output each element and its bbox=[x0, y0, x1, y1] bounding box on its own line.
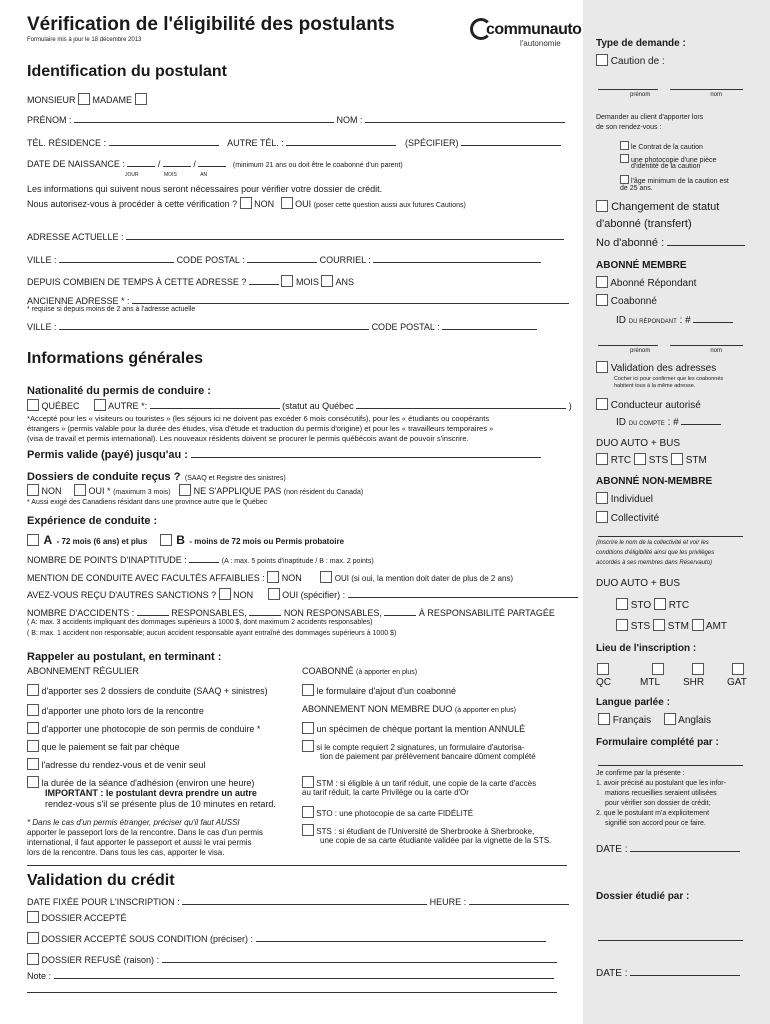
no-abonne-field[interactable] bbox=[667, 236, 745, 246]
accidents-nonresp-field[interactable] bbox=[249, 606, 281, 616]
contrat-label: le Contrat de la caution bbox=[630, 144, 703, 151]
sanctions-oui-checkbox[interactable] bbox=[268, 588, 280, 600]
sanctions-field[interactable] bbox=[348, 588, 578, 598]
etudie-field[interactable] bbox=[598, 940, 743, 941]
demander-text: Demander au client d'apporter lors bbox=[596, 114, 704, 121]
dossiers-label: Dossiers de conduite reçus ? bbox=[27, 471, 181, 483]
changement-checkbox[interactable] bbox=[596, 200, 608, 212]
exp-b-checkbox[interactable] bbox=[160, 534, 172, 546]
validation-note-1: Cocher ici pour confirmer que les coabonnés bbox=[614, 376, 724, 382]
autre-label: AUTRE *: bbox=[108, 401, 148, 411]
gat-label: GAT bbox=[727, 677, 747, 688]
footnote-4: lors de la rencontre. Dans tous les cas, apporter le visa. bbox=[27, 848, 225, 857]
footnote-1: * Dans le cas d'un permis étranger, préciser qu'il faut AUSSI bbox=[27, 818, 240, 827]
accept-line-1: *Accepté pour les « visiteurs ou touristes » (les séjours ici ne doivent pas excéder 6 mois consécutifs), pour les « étudiants ou coopérants bbox=[27, 414, 490, 423]
dob-label: DATE DE NAISSANCE : bbox=[27, 159, 125, 169]
refuse-field[interactable] bbox=[162, 953, 557, 963]
accidents-label: NOMBRE D'ACCIDENTS : bbox=[27, 608, 135, 618]
mois-label: MOIS bbox=[164, 172, 177, 178]
exp-b-label: B bbox=[176, 533, 185, 547]
accidents-partagee-field[interactable] bbox=[384, 606, 416, 616]
caution-label: Caution de : bbox=[610, 56, 665, 67]
mention-oui-checkbox[interactable] bbox=[320, 571, 332, 583]
dossiers-non-checkbox[interactable] bbox=[27, 484, 39, 496]
condition-checkbox[interactable] bbox=[27, 932, 39, 944]
sts-checkbox[interactable] bbox=[634, 453, 646, 465]
depuis-field[interactable] bbox=[249, 275, 279, 285]
madame-checkbox[interactable] bbox=[135, 93, 147, 105]
accidents-a-note: ( A: max. 3 accidents impliquant des dommages supérieurs à 1000 $, dont maximum 2 accidents responsables) bbox=[27, 619, 373, 626]
confirme-text: Je confirme par la présente : bbox=[596, 770, 685, 777]
repondant-checkbox[interactable] bbox=[596, 276, 608, 288]
ans-checkbox[interactable] bbox=[321, 275, 333, 287]
duo1-title: DUO AUTO + BUS bbox=[596, 438, 681, 449]
anglais-checkbox[interactable] bbox=[664, 713, 676, 725]
age-label-a: l'âge minimum de la caution est bbox=[630, 178, 729, 185]
id-repondant-label: ID bbox=[616, 315, 626, 326]
piece-label-a: une photocopie d'une pièce bbox=[630, 157, 717, 164]
stm-label: STM bbox=[685, 455, 707, 466]
permis-valide-field[interactable] bbox=[191, 448, 541, 458]
ne-s-applique-label: NE S'APPLIQUE PAS bbox=[193, 486, 282, 496]
adresse-field[interactable] bbox=[126, 230, 564, 240]
r1-label: d'apporter ses 2 dossiers de conduite (SAAQ + sinistres) bbox=[41, 686, 268, 696]
confirme-1b: mations recueillies seraient utilisées bbox=[605, 790, 717, 797]
rtc-checkbox[interactable] bbox=[596, 453, 608, 465]
accidents-b-note: ( B: max. 1 accident non responsable; aucun accident responsable ayant entraîné des dommages supérieurs à 1000 $) bbox=[27, 630, 397, 637]
code-postal2-field[interactable] bbox=[442, 320, 537, 330]
ancienne-adresse-field[interactable] bbox=[132, 294, 569, 304]
code-postal-field[interactable] bbox=[247, 253, 317, 263]
dossiers-note: (SAAQ et Registre des sinistres) bbox=[184, 475, 286, 482]
coab-nom-label: nom bbox=[710, 348, 723, 354]
statut-label: (statut au Québec bbox=[282, 401, 354, 411]
complete-title: Formulaire complété par : bbox=[596, 737, 719, 748]
section-info-generales: Informations générales bbox=[27, 350, 204, 367]
accepte-label: DOSSIER ACCEPTÉ bbox=[41, 913, 127, 923]
amt-label: AMT bbox=[705, 621, 728, 632]
francais-checkbox[interactable] bbox=[598, 713, 610, 725]
r3-label: d'apporter une photocopie de son permis de conduire * bbox=[41, 724, 261, 734]
points-note: (A : max. 5 points d'inaptitude / B : max. 2 points) bbox=[221, 558, 374, 565]
accidents-resp-field[interactable] bbox=[137, 606, 169, 616]
id-repondant-label-2: DU RÉPONDANT bbox=[628, 319, 677, 325]
individuel-checkbox[interactable] bbox=[596, 492, 608, 504]
madame-label: MADAME bbox=[92, 95, 133, 105]
qc-label: QC bbox=[596, 677, 611, 688]
refuse-checkbox[interactable] bbox=[27, 953, 39, 965]
footnote-3: international, il faut apporter le passeport et aussi le vrai permis bbox=[27, 838, 252, 847]
id-compte-field[interactable] bbox=[681, 415, 721, 425]
piece-label-b: d'identité de la caution bbox=[631, 163, 701, 170]
dossiers-oui-checkbox[interactable] bbox=[74, 484, 86, 496]
caution-prenom-label: prénom bbox=[630, 92, 651, 98]
section-credit: Validation du crédit bbox=[27, 872, 175, 889]
r1-checkbox[interactable] bbox=[27, 684, 39, 696]
collectivite-checkbox[interactable] bbox=[596, 511, 608, 523]
heure-label: HEURE : bbox=[429, 897, 467, 907]
note-label: Note : bbox=[27, 971, 52, 981]
n4-checkbox[interactable] bbox=[302, 806, 314, 818]
autorisation-question: Nous autorisez-vous à procéder à cette vérification ? bbox=[27, 199, 238, 209]
r2-checkbox[interactable] bbox=[27, 704, 39, 716]
rappel-title: Rappeler au postulant, en terminant : bbox=[27, 651, 222, 663]
nationalite-title: Nationalité du permis de conduire : bbox=[27, 385, 211, 397]
abonne-membre-title: ABONNÉ MEMBRE bbox=[596, 260, 687, 271]
autre-field[interactable] bbox=[150, 399, 280, 409]
depuis-label: DEPUIS COMBIEN DE TEMPS À CETTE ADRESSE ? bbox=[27, 277, 247, 287]
stm2-label: STM bbox=[667, 621, 689, 632]
caution-checkbox[interactable] bbox=[596, 54, 608, 66]
nonmembre-duo-label: ABONNEMENT NON MEMBRE DUO bbox=[302, 704, 453, 714]
complete-field[interactable] bbox=[598, 765, 743, 766]
courriel-field[interactable] bbox=[373, 253, 541, 263]
aussi-exige: * Aussi exigé des Canadiens résidant dans une province autre que le Québec bbox=[27, 499, 268, 506]
ville-field[interactable] bbox=[59, 253, 174, 263]
tel-residence-label: TÉL. RÉSIDENCE : bbox=[27, 138, 107, 148]
ville2-field[interactable] bbox=[59, 320, 369, 330]
autre-checkbox[interactable] bbox=[94, 399, 106, 411]
age-label-b: de 25 ans. bbox=[620, 185, 653, 192]
coabonne-note: (à apporter en plus) bbox=[356, 669, 418, 676]
no-abonne-label: No d'abonné : bbox=[596, 237, 665, 249]
amt-checkbox[interactable] bbox=[692, 619, 704, 631]
prenom-field[interactable] bbox=[74, 113, 334, 123]
quebec-checkbox[interactable] bbox=[27, 399, 39, 411]
sto-label: STO bbox=[630, 600, 652, 611]
sanctions-oui-label: OUI (spécifier) : bbox=[282, 590, 346, 600]
lieu-title: Lieu de l'inscription : bbox=[596, 643, 697, 654]
experience-title: Expérience de conduite : bbox=[27, 515, 158, 527]
dob-day[interactable] bbox=[127, 157, 155, 167]
id-compte-hash: : # bbox=[667, 417, 679, 428]
mois-check-label: MOIS bbox=[295, 277, 319, 287]
accidents-resp-label: RESPONSABLES, bbox=[171, 608, 247, 618]
updated-date: Formulaire mis à jour le 18 décembre 2013 bbox=[27, 37, 142, 43]
accepte-checkbox[interactable] bbox=[27, 911, 39, 923]
coabonne-side-checkbox[interactable] bbox=[596, 294, 608, 306]
an-label: AN bbox=[200, 172, 208, 178]
dossiers-oui-note: (maximum 3 mois) bbox=[113, 489, 171, 496]
stm-checkbox[interactable] bbox=[671, 453, 683, 465]
confirme-1a: 1. avoir précisé au postulant que les infor- bbox=[596, 780, 726, 787]
changement-label-2: d'abonné (transfert) bbox=[596, 218, 692, 230]
adresse-label: ADRESSE ACTUELLE : bbox=[27, 232, 124, 242]
condition-label: DOSSIER ACCEPTÉ SOUS CONDITION (préciser) : bbox=[41, 934, 254, 944]
n1-checkbox[interactable] bbox=[302, 722, 314, 734]
validation-checkbox[interactable] bbox=[596, 361, 608, 373]
specifier-field[interactable] bbox=[461, 136, 561, 146]
id-compte-label: ID bbox=[616, 417, 626, 428]
tel-residence-field[interactable] bbox=[109, 136, 219, 146]
date2-field[interactable] bbox=[630, 966, 740, 976]
shr-checkbox[interactable] bbox=[692, 663, 704, 675]
n5-label-a: STS : si étudiant de l'Université de Sherbrooke à Sherbrooke, bbox=[316, 827, 535, 836]
coll-note-2: conditions d'éligibilité ainsi que les privilèges bbox=[596, 550, 715, 556]
qc-checkbox[interactable] bbox=[597, 663, 609, 675]
mention-label: MENTION DE CONDUITE AVEC FACULTÉS AFFAIBLIES : bbox=[27, 573, 265, 583]
mois-checkbox[interactable] bbox=[281, 275, 293, 287]
n3-checkbox[interactable] bbox=[302, 776, 314, 788]
caution-nom-label: nom bbox=[710, 92, 723, 98]
r6-checkbox[interactable] bbox=[27, 776, 39, 788]
anglais-label: Anglais bbox=[678, 715, 711, 726]
conducteur-checkbox[interactable] bbox=[596, 398, 608, 410]
quebec-label: QUÉBEC bbox=[41, 401, 80, 411]
shr-label: SHR bbox=[683, 677, 705, 688]
nonmembre-duo-note: (à apporter en plus) bbox=[454, 707, 516, 714]
courriel-label: COURRIEL : bbox=[319, 255, 371, 265]
sanctions-non-label: NON bbox=[233, 590, 254, 600]
credit-divider bbox=[27, 865, 567, 866]
date-inscription-label: DATE FIXÉE POUR L'INSCRIPTION : bbox=[27, 897, 180, 907]
etudie-title: Dossier étudié par : bbox=[596, 891, 690, 902]
conducteur-label: Conducteur autorisé bbox=[610, 400, 701, 411]
date-field[interactable] bbox=[630, 842, 740, 852]
mention-oui-label: OUI (si oui, la mention doit dater de plus de 2 ans) bbox=[334, 574, 514, 583]
exp-b-text: - moins de 72 mois ou Permis probatoire bbox=[189, 537, 345, 546]
code-postal-label: CODE POSTAL : bbox=[176, 255, 245, 265]
abonne-nonmembre-title: ABONNÉ NON-MEMBRE bbox=[596, 476, 713, 487]
dossiers-non-label: NON bbox=[41, 486, 62, 496]
ne-s-applique-note: (non résident du Canada) bbox=[283, 489, 364, 496]
id-repondant-field[interactable] bbox=[693, 313, 733, 323]
sto-checkbox[interactable] bbox=[616, 598, 628, 610]
type-demande-title: Type de demande : bbox=[596, 38, 686, 49]
ans-check-label: ANS bbox=[335, 277, 354, 287]
langue-title: Langue parlée : bbox=[596, 697, 670, 708]
monsieur-checkbox[interactable] bbox=[78, 93, 90, 105]
r6-label-c: rendez-vous s'il se présente plus de 10 minutes en retard. bbox=[45, 799, 276, 809]
collectivite-label: Collectivité bbox=[610, 513, 660, 524]
ville-label: VILLE : bbox=[27, 255, 57, 265]
accidents-partagee-label: À RESPONSABILITÉ PARTAGÉE bbox=[418, 608, 555, 618]
n2-label-b: tion de paiement par prélèvement bancaire dûment complété bbox=[320, 752, 536, 761]
heure-field[interactable] bbox=[469, 895, 569, 905]
date-inscription-field[interactable] bbox=[182, 895, 427, 905]
gat-checkbox[interactable] bbox=[732, 663, 744, 675]
coll-note-3: accordés à ses membres dans Réservauto) bbox=[596, 560, 713, 566]
exp-a-checkbox[interactable] bbox=[27, 534, 39, 546]
changement-label: Changement de statut bbox=[611, 201, 720, 213]
r3-checkbox[interactable] bbox=[27, 722, 39, 734]
r6-label-b: IMPORTANT : le postulant devra prendre un autre bbox=[45, 788, 257, 798]
points-label: NOMBRE DE POINTS D'INAPTITUDE : bbox=[27, 555, 187, 565]
piece-checkbox[interactable] bbox=[620, 154, 629, 163]
r4-checkbox[interactable] bbox=[27, 740, 39, 752]
note-field-2[interactable] bbox=[27, 992, 557, 993]
ancienne-note: * requise si depuis moins de 2 ans à l'adresse actuelle bbox=[27, 306, 196, 313]
statut-field[interactable] bbox=[356, 399, 566, 409]
sts2-label: STS bbox=[630, 621, 651, 632]
rtc2-checkbox[interactable] bbox=[654, 598, 666, 610]
date2-label: DATE : bbox=[596, 968, 628, 979]
ancienne-adresse-label: ANCIENNE ADRESSE * : bbox=[27, 296, 130, 306]
autre-tel-field[interactable] bbox=[286, 136, 396, 146]
n3-label-a: STM : si éligible à un tarif réduit, une copie de la carte d'accès bbox=[316, 779, 537, 788]
rtc-label: RTC bbox=[610, 455, 632, 466]
condition-field[interactable] bbox=[256, 932, 546, 942]
accept-line-2: étrangers » (permis valable pour la durée des études, visa d'étude et traduction du permis d'origine) et pour les « travailleurs temporaires » bbox=[27, 424, 494, 433]
mtl-label: MTL bbox=[640, 677, 660, 688]
confirme-1c: pour vérifier son dossier de crédit; bbox=[605, 800, 711, 807]
autorisation-oui-label: OUI bbox=[295, 199, 312, 209]
coab-prenom-label: prénom bbox=[630, 348, 651, 354]
coabonne-label: COABONNÉ bbox=[302, 666, 354, 676]
n5-label-b: une copie de sa carte étudiante validée par la vignette de la STS. bbox=[320, 836, 552, 845]
coll-note-1: (Inscrire le nom de la collectivité et voir les bbox=[596, 540, 709, 546]
validation-note-2: habitent tous à la même adresse. bbox=[614, 383, 696, 389]
specifier-label: (SPÉCIFIER) bbox=[404, 138, 459, 148]
n5-checkbox[interactable] bbox=[302, 824, 314, 836]
rtc2-label: RTC bbox=[668, 600, 690, 611]
note-field[interactable] bbox=[54, 969, 554, 979]
ville2-label: VILLE : bbox=[27, 322, 57, 332]
age-checkbox[interactable] bbox=[620, 175, 629, 184]
exp-a-label: A bbox=[43, 533, 53, 547]
code-postal2-label: CODE POSTAL : bbox=[371, 322, 440, 332]
section-identification: Identification du postulant bbox=[27, 63, 227, 80]
r5-label: l'adresse du rendez-vous et de venir seul bbox=[41, 760, 206, 770]
permis-valide-label: Permis valide (payé) jusqu'au : bbox=[27, 449, 188, 461]
r4-label: que le paiement se fait par chèque bbox=[41, 742, 180, 752]
monsieur-label: MONSIEUR bbox=[27, 95, 76, 105]
autre-tel-label: AUTRE TÉL. : bbox=[227, 138, 284, 148]
sanctions-label: AVEZ-VOUS REÇU D'AUTRES SANCTIONS ? bbox=[27, 590, 217, 600]
c1-checkbox[interactable] bbox=[302, 684, 314, 696]
prenom-label: PRÉNOM : bbox=[27, 115, 72, 125]
n2-checkbox[interactable] bbox=[302, 740, 314, 752]
jour-label: JOUR bbox=[125, 172, 139, 178]
autorisation-non-checkbox[interactable] bbox=[240, 197, 252, 209]
contrat-checkbox[interactable] bbox=[620, 141, 629, 150]
sts2-checkbox[interactable] bbox=[616, 619, 628, 631]
confirme-2a: 2. que le postulant m'a explicitement bbox=[596, 810, 710, 817]
accept-line-3: (visa de travail et permis international). Les nouveaux résidents doivent se procurer le permis québécois avant de pouvoir s'inscrire. bbox=[27, 434, 469, 443]
n4-label: STO : une photocopie de sa carte FIDÉLITÉ bbox=[316, 809, 474, 818]
c1-label: le formulaire d'ajout d'un coabonné bbox=[316, 686, 457, 696]
dob-note: (minimum 21 ans ou doit être le coabonné d'un parent) bbox=[232, 162, 403, 169]
id-compte-label-2: DU COMPTE bbox=[628, 421, 665, 427]
coabonne-side-label: Coabonné bbox=[610, 296, 657, 307]
mention-non-label: NON bbox=[281, 573, 302, 583]
info-text: Les informations qui suivent nous seront nécessaires pour vérifier votre dossier de crédit. bbox=[27, 184, 383, 194]
id-repondant-hash: : # bbox=[679, 315, 691, 326]
confirme-2b: signifié son accord pour ce faire. bbox=[605, 820, 706, 827]
mtl-checkbox[interactable] bbox=[652, 663, 664, 675]
regulier-label: ABONNEMENT RÉGULIER bbox=[27, 666, 139, 676]
individuel-label: Individuel bbox=[610, 494, 654, 505]
stm2-checkbox[interactable] bbox=[653, 619, 665, 631]
r2-label: d'apporter une photo lors de la rencontre bbox=[41, 706, 204, 716]
r5-checkbox[interactable] bbox=[27, 758, 39, 770]
exp-a-text: - 72 mois (6 ans) et plus bbox=[56, 537, 148, 546]
refuse-label: DOSSIER REFUSÉ (raison) : bbox=[41, 955, 160, 965]
dob-year[interactable] bbox=[198, 157, 226, 167]
francais-label: Français bbox=[612, 715, 652, 726]
footnote-2: apporter le passeport lors de la rencontre. Dans le cas d'un permis bbox=[27, 828, 263, 837]
dossiers-oui-label: OUI * bbox=[88, 486, 111, 496]
autorisation-oui-checkbox[interactable] bbox=[281, 197, 293, 209]
ne-s-applique-checkbox[interactable] bbox=[179, 484, 191, 496]
mention-non-checkbox[interactable] bbox=[267, 571, 279, 583]
r6-label-a: la durée de la séance d'adhésion (environ une heure) bbox=[41, 778, 255, 788]
page-title: Vérification de l'éligibilité des postulants bbox=[27, 14, 395, 35]
nom-field[interactable] bbox=[365, 113, 565, 123]
autorisation-non-label: NON bbox=[254, 199, 275, 209]
dob-month[interactable] bbox=[163, 157, 191, 167]
n2-label-a: si le compte requiert 2 signatures, un formulaire d'autorisa- bbox=[316, 743, 525, 752]
accidents-nonresp-label: NON RESPONSABLES, bbox=[283, 608, 382, 618]
duo2-title: DUO AUTO + BUS bbox=[596, 578, 681, 589]
n1-label: un spécimen de chèque portant la mention ANNULÉ bbox=[316, 724, 526, 734]
nom-label: NOM : bbox=[336, 115, 363, 125]
sts-label: STS bbox=[648, 455, 669, 466]
points-field[interactable] bbox=[189, 553, 219, 563]
n3-label-b: au tarif réduit, la carte Privilège ou la carte d'Or bbox=[302, 788, 469, 797]
date-label: DATE : bbox=[596, 844, 628, 855]
validation-label: Validation des adresses bbox=[610, 363, 717, 374]
autorisation-note: (poser cette question aussi aux futures Cautions) bbox=[313, 202, 466, 209]
demander-text-2: de son rendez-vous : bbox=[596, 124, 662, 131]
sanctions-non-checkbox[interactable] bbox=[219, 588, 231, 600]
repondant-label: Abonné Répondant bbox=[610, 278, 697, 289]
